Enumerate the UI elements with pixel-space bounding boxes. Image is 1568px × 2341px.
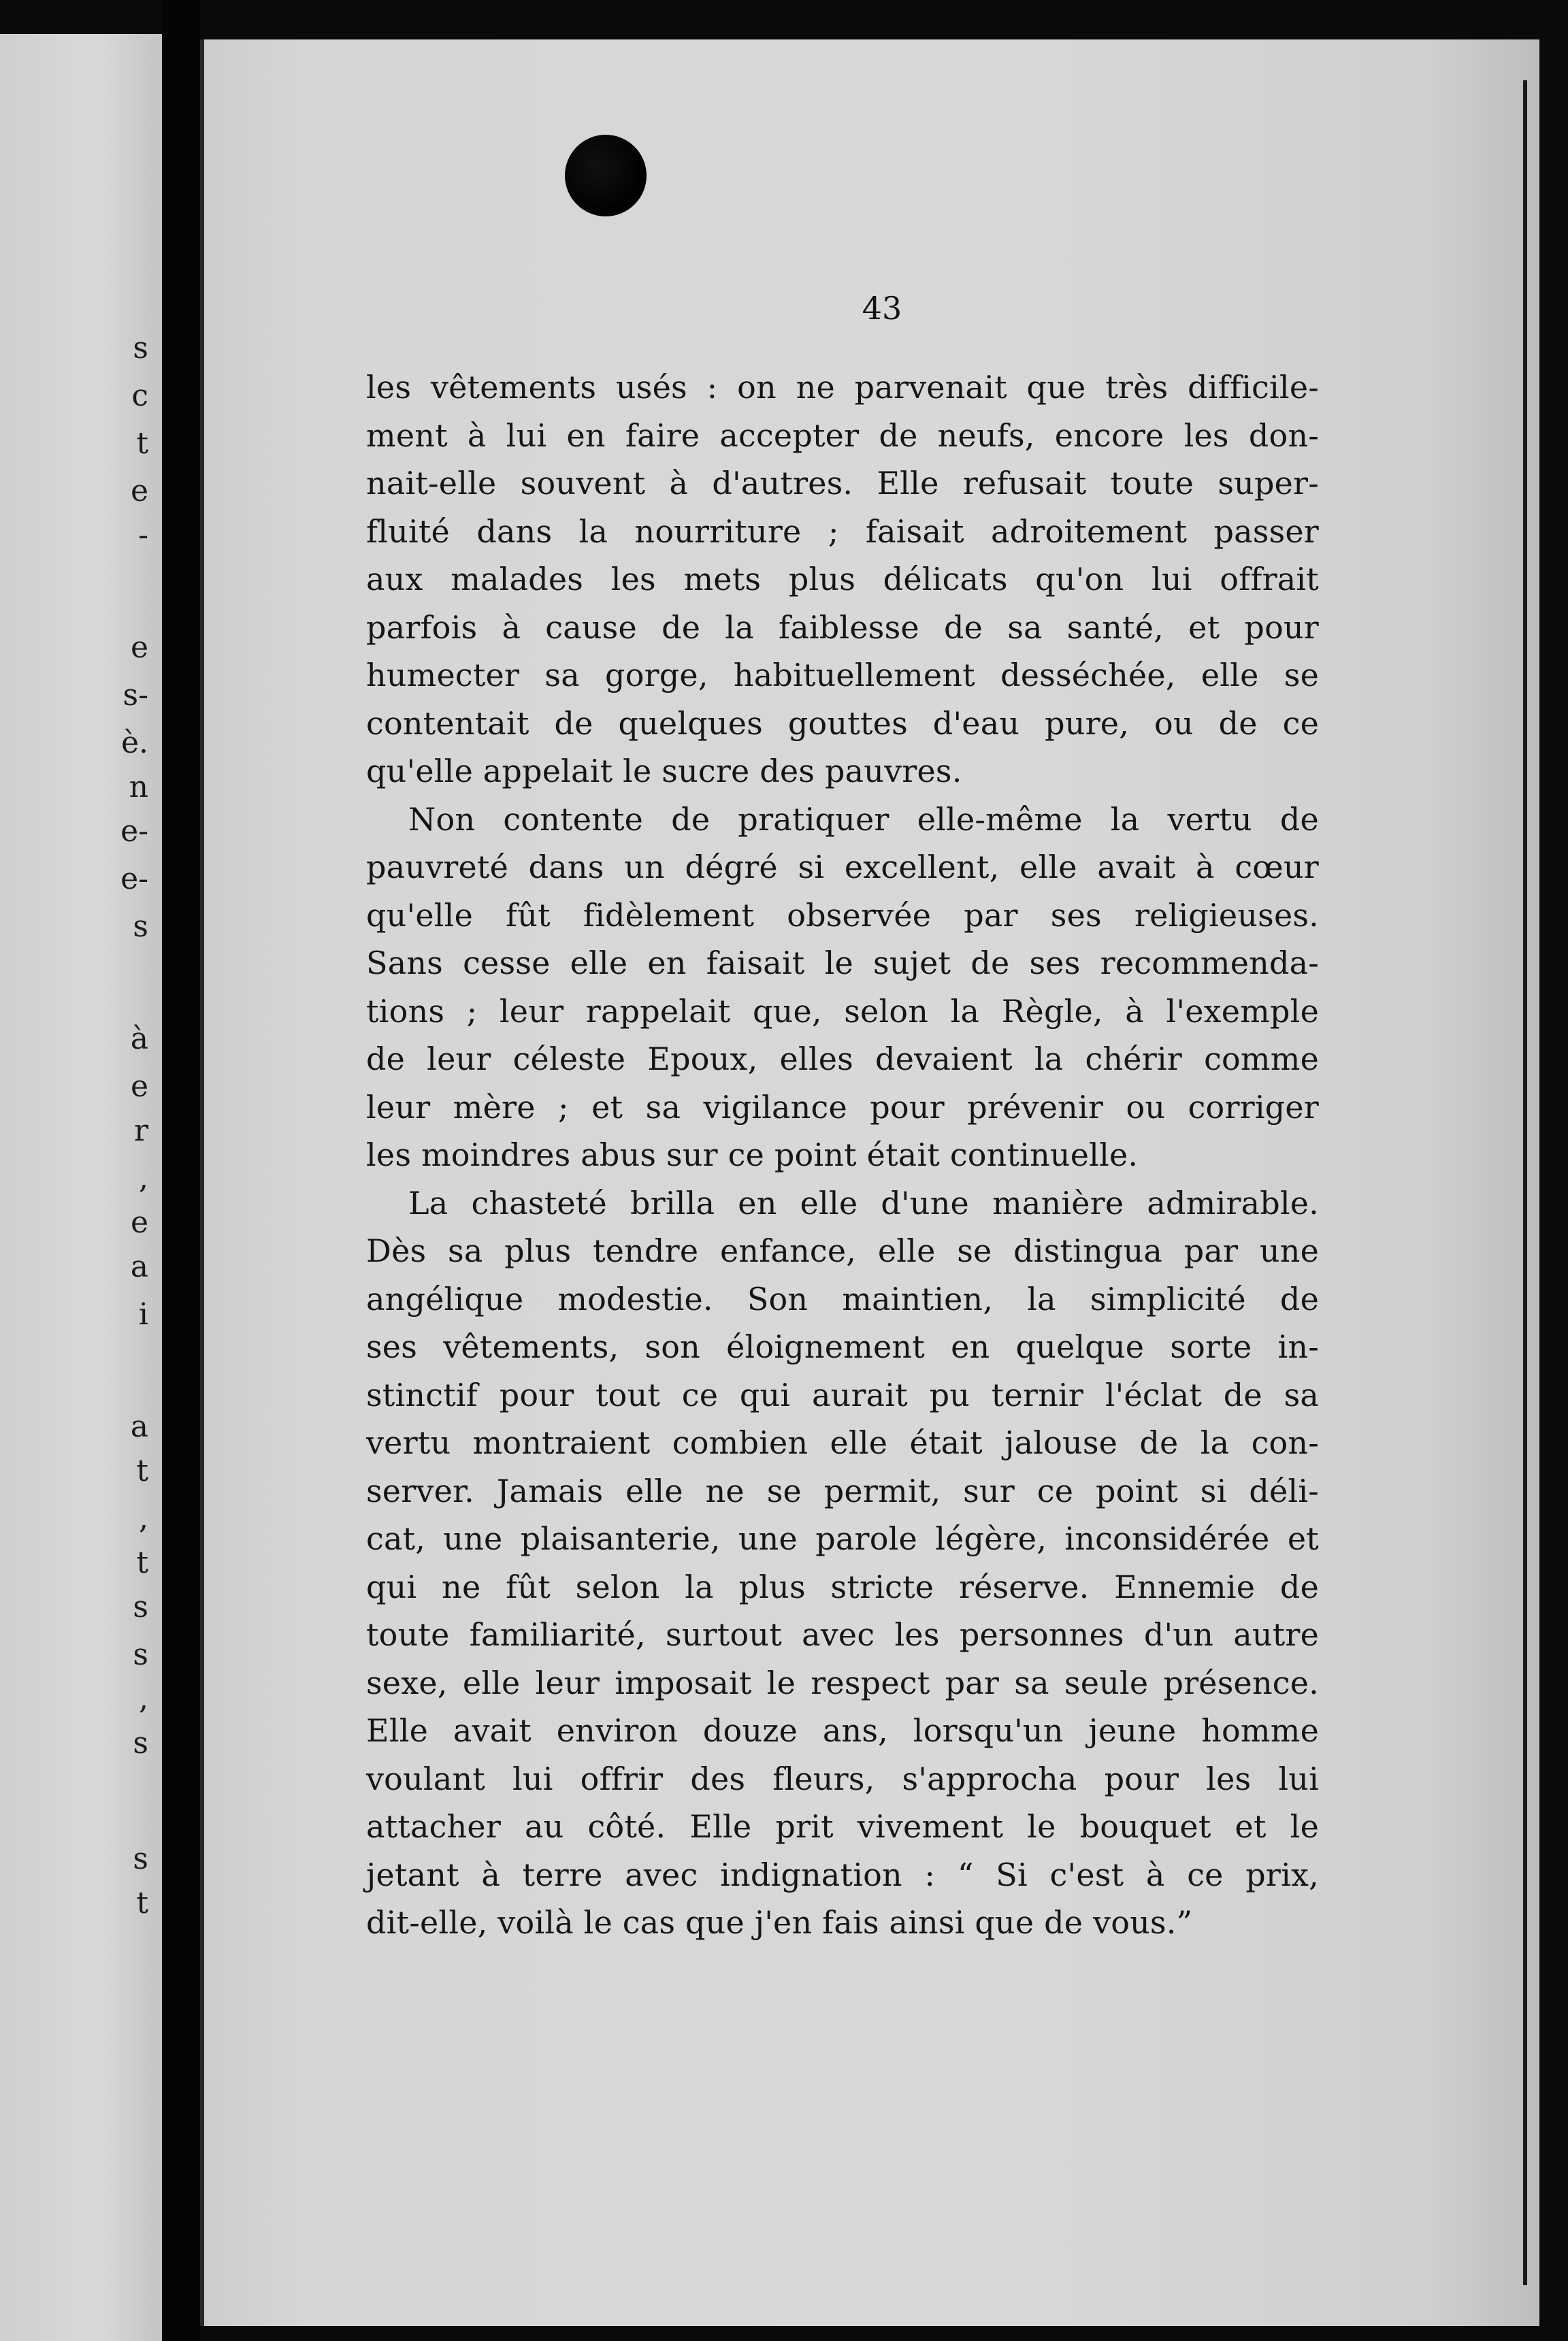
facing-page-text-fragment: e- [120,862,148,896]
text-line: qu'elle fût fidèlement observée par ses religieuses. [366,896,1319,934]
punch-hole [565,135,647,216]
facing-page-text-fragment: e- [120,814,148,849]
text-line: jetant à terre avec indignation : “ Si c'est à ce prix, [366,1856,1319,1893]
facing-page-text-fragment: t [136,1886,148,1920]
text-line: parfois à cause de la faiblesse de sa santé, et pour [366,608,1319,646]
facing-page-text-fragment: e [130,1069,148,1104]
text-line: les moindres abus sur ce point était continuelle. [366,1136,1139,1173]
facing-page-text-fragment: a [130,1249,148,1284]
facing-page-text-fragment: s [133,1841,148,1876]
text-line: voulant lui offrir des fleurs, s'approcha pour les lui [366,1760,1319,1797]
text-line: Dès sa plus tendre enfance, elle se distingua par une [366,1232,1319,1269]
text-line: server. Jamais elle ne se permit, sur ce point si déli- [366,1472,1319,1509]
text-line: cat, une plaisanterie, une parole légère, inconsidérée et [366,1520,1319,1557]
facing-page-text-fragment: s [133,1590,148,1624]
facing-page-text-fragment: e [130,1205,148,1240]
facing-page-text-fragment: s [133,1637,148,1672]
text-line: fluité dans la nourriture ; faisait adroitement passer [366,512,1319,550]
facing-page-text-fragment: n [129,770,148,804]
text-line: tions ; leur rappelait que, selon la Règle, à l'exemple [366,992,1319,1030]
facing-page-edge [0,34,162,2341]
facing-page-text-fragment: s [133,909,148,944]
text-line: ment à lui en faire accepter de neufs, encore les don- [366,416,1319,454]
facing-page-text-fragment: c [131,378,148,413]
facing-page-text-fragment: t [136,426,148,461]
book-page [200,39,1539,2326]
facing-page-text-fragment: r [133,1113,148,1148]
text-line: toute familiarité, surtout avec les personnes d'un autre [366,1616,1319,1653]
text-line: qu'elle appelait le sucre des pauvres. [366,753,962,789]
facing-page-text-fragment: s [133,1726,148,1761]
text-line: attacher au côté. Elle prit vivement le bouquet et le [366,1808,1319,1845]
text-line: stinctif pour tout ce qui aurait pu ternir l'éclat de sa [366,1376,1319,1413]
text-line: qui ne fût selon la plus stricte réserve. Ennemie de [366,1568,1319,1605]
facing-page-text-fragment: a [130,1409,148,1444]
text-line: sexe, elle leur imposait le respect par sa seule présence. [366,1664,1319,1701]
facing-page-text-fragment: t [136,1454,148,1488]
text-line: les vêtements usés : on ne parvenait que très difficile- [366,369,1319,406]
text-line: contentait de quelques gouttes d'eau pure, ou de ce [366,704,1319,742]
facing-page-text-fragment: è. [120,725,148,760]
facing-page-text-fragment: , [139,1161,148,1196]
text-line: aux malades les mets plus délicats qu'on lui offrait [366,561,1319,597]
text-line: de leur céleste Epoux, elles devaient la chérir comme [366,1041,1319,1077]
facing-page-text-fragment: , [139,1501,148,1536]
text-line: humecter sa gorge, habituellement desséchée, elle se [366,657,1319,693]
text-line: vertu montraient combien elle était jalouse de la con- [366,1424,1319,1461]
text-line: Non contente de pratiquer elle-même la vertu de [408,800,1319,838]
text-line: angélique modestie. Son maintien, la simplicité de [366,1280,1319,1317]
book-gutter [162,0,200,2341]
facing-page-text-fragment: à [130,1021,148,1056]
facing-page-text-fragment: s [133,331,148,365]
text-line: La chasteté brilla en elle d'une manière admirable. [408,1184,1319,1222]
facing-page-text-fragment: t [136,1545,148,1580]
text-line: nait-elle souvent à d'autres. Elle refusait toute super- [366,465,1319,502]
facing-page-text-fragment: - [138,518,148,553]
text-line: Sans cesse elle en faisait le sujet de ses recommenda- [366,945,1319,981]
body-text [366,363,1319,1947]
facing-page-text-fragment: e [130,630,148,665]
facing-page-text-fragment: s- [122,678,148,713]
text-line: dit-elle, voilà le cas que j'en fais ainsi que de vous.” [366,1904,1193,1941]
page-edge-shadow [1523,80,1527,2285]
facing-page-text-fragment: e [130,474,148,508]
facing-page-text-fragment: , [139,1682,148,1716]
text-line: leur mère ; et sa vigilance pour prévenir ou corriger [366,1088,1319,1126]
text-line: pauvreté dans un dégré si excellent, elle avait à cœur [366,849,1319,885]
text-line: Elle avait environ douze ans, lorsqu'un jeune homme [366,1712,1319,1749]
facing-page-text-fragment: i [138,1297,148,1332]
page-number: 43 [862,290,902,327]
text-line: ses vêtements, son éloignement en quelque sorte in- [366,1328,1319,1365]
